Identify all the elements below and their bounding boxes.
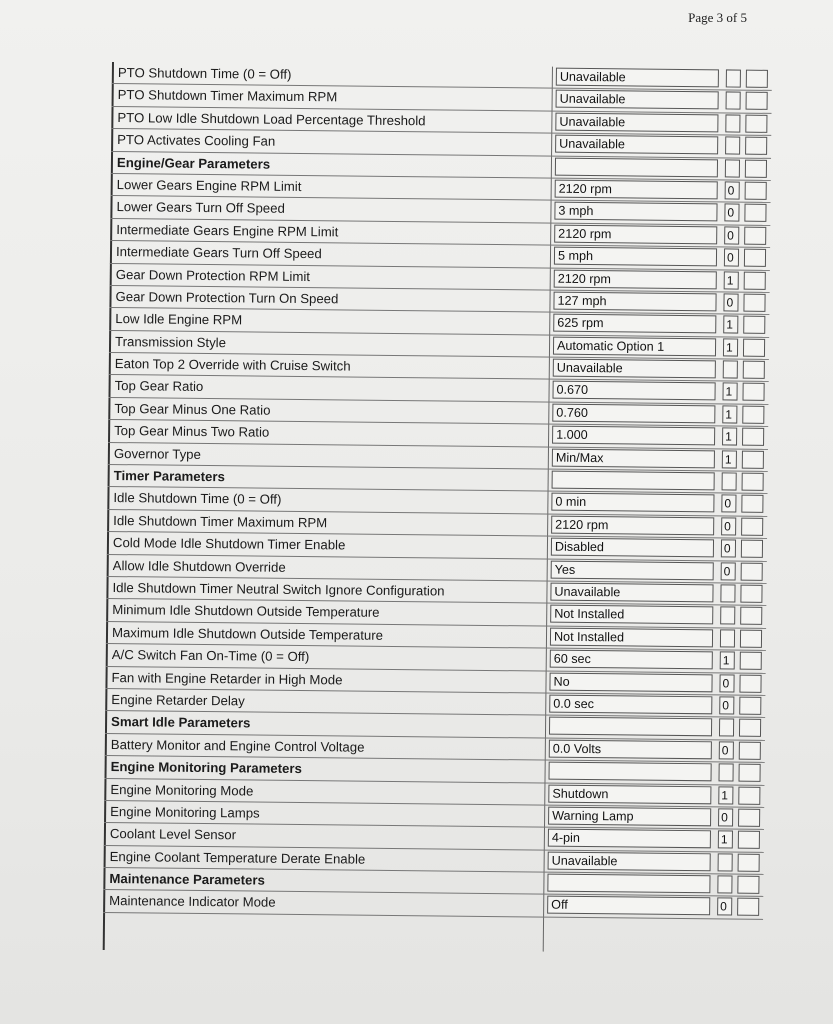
empty-cell (743, 338, 765, 356)
parameter-flag: 1 (718, 831, 733, 849)
parameter-name: Low Idle Engine RPM (115, 311, 243, 328)
parameter-flag: 0 (717, 898, 732, 916)
parameter-name: Engine Monitoring Mode (110, 781, 254, 799)
empty-cell (742, 405, 764, 423)
parameter-name: PTO Shutdown Time (0 = Off) (117, 65, 292, 82)
empty-cell (737, 898, 759, 916)
parameter-name: Top Gear Minus One Ratio (114, 400, 271, 418)
empty-cell (741, 562, 763, 580)
parameter-name: PTO Shutdown Timer Maximum RPM (117, 87, 338, 105)
empty-cell (739, 697, 761, 715)
parameter-value: 0.760 (552, 403, 715, 423)
parameter-value (549, 762, 712, 782)
parameter-name: Engine Coolant Temperature Derate Enable (109, 848, 366, 867)
parameter-name: Eaton Top 2 Override with Cruise Switch (114, 356, 351, 374)
parameter-value: 625 rpm (553, 314, 716, 334)
parameter-flag (726, 69, 741, 87)
parameter-name: Idle Shutdown Timer Neutral Switch Ignore Configuration (112, 580, 445, 599)
parameter-name: Transmission Style (114, 333, 227, 350)
empty-cell (745, 182, 767, 200)
parameter-value: Yes (551, 560, 714, 580)
parameter-name: Engine Monitoring Lamps (110, 803, 260, 821)
empty-cell (742, 450, 764, 468)
section-title: Engine/Gear Parameters (116, 154, 271, 172)
parameter-value: 0.670 (552, 381, 715, 401)
parameter-name: Minimum Idle Shutdown Outside Temperature (112, 602, 380, 621)
parameter-value (555, 157, 718, 177)
parameter-flag: 1 (723, 316, 738, 334)
parameter-value: Unavailable (555, 135, 718, 155)
parameter-value: 2120 rpm (554, 269, 717, 289)
parameter-name: Idle Shutdown Timer Maximum RPM (113, 512, 328, 531)
empty-cell (740, 652, 762, 670)
parameter-flag (723, 360, 738, 378)
parameter-value: Off (547, 896, 710, 916)
parameter-value: Not Installed (550, 605, 713, 625)
parameter-value (552, 471, 715, 491)
parameter-flag: 0 (721, 517, 736, 535)
parameter-flag: 0 (723, 293, 738, 311)
parameter-flag (725, 114, 740, 132)
empty-cell (743, 294, 765, 312)
empty-cell (744, 249, 766, 267)
parameter-flag: 0 (725, 181, 740, 199)
empty-cell (746, 70, 768, 88)
parameter-flag: 0 (719, 674, 734, 692)
parameter-value: Disabled (551, 538, 714, 558)
empty-cell (743, 361, 765, 379)
parameter-flag (722, 472, 737, 490)
parameter-name: Governor Type (113, 445, 201, 462)
parameter-value: 2120 rpm (551, 515, 714, 535)
empty-cell (740, 585, 762, 603)
parameter-flag: 1 (722, 428, 737, 446)
parameter-flag: 1 (724, 271, 739, 289)
parameter-name: Lower Gears Engine RPM Limit (116, 177, 302, 194)
parameter-value: Automatic Option 1 (553, 336, 716, 356)
parameter-name: Allow Idle Shutdown Override (112, 557, 286, 575)
parameter-flag: 0 (724, 249, 739, 267)
parameter-value: Unavailable (553, 359, 716, 379)
page-number: Page 3 of 5 (688, 10, 747, 25)
section-title: Timer Parameters (113, 468, 225, 485)
parameter-name: Lower Gears Turn Off Speed (116, 199, 285, 217)
parameter-name: Idle Shutdown Time (0 = Off) (113, 490, 282, 508)
empty-cell (737, 876, 759, 894)
parameter-value: Min/Max (552, 448, 715, 468)
parameter-flag (726, 92, 741, 110)
parameter-value: 60 sec (550, 650, 713, 670)
parameter-name: Maintenance Indicator Mode (109, 893, 276, 911)
parameter-value: 5 mph (554, 247, 717, 267)
empty-cell (739, 741, 761, 759)
parameter-value (547, 874, 710, 894)
empty-cell (742, 473, 764, 491)
parameter-flag: 1 (722, 405, 737, 423)
parameter-name: Fan with Engine Retarder in High Mode (111, 669, 343, 687)
section-title: Smart Idle Parameters (111, 714, 251, 731)
parameter-flag: 1 (723, 338, 738, 356)
parameter-flag: 0 (721, 495, 736, 513)
empty-cell (744, 226, 766, 244)
parameter-flag: 0 (718, 808, 733, 826)
parameter-name: Coolant Level Sensor (109, 826, 237, 843)
section-title: Engine Monitoring Parameters (110, 759, 302, 777)
parameter-value: 0 min (551, 493, 714, 513)
parameter-value (549, 717, 712, 737)
parameter-flag: 1 (720, 652, 735, 670)
empty-cell (739, 674, 761, 692)
parameter-value: 4-pin (548, 829, 711, 849)
empty-cell (739, 719, 761, 737)
parameter-name: Top Gear Minus Two Ratio (114, 423, 270, 440)
empty-cell (740, 607, 762, 625)
parameter-name: Engine Retarder Delay (111, 691, 245, 709)
empty-cell (738, 808, 760, 826)
parameter-flag (720, 629, 735, 647)
parameter-name: Maximum Idle Shutdown Outside Temperature (111, 624, 384, 643)
empty-cell (744, 271, 766, 289)
parameter-value: 3 mph (554, 202, 717, 222)
empty-cell (745, 114, 767, 132)
empty-cell (741, 540, 763, 558)
empty-cell (745, 159, 767, 177)
parameter-name: PTO Activates Cooling Fan (117, 132, 276, 149)
parameter-value: Unavailable (556, 68, 719, 88)
parameter-flag (725, 159, 740, 177)
parameter-name: Battery Monitor and Engine Control Voltage (110, 736, 365, 755)
parameter-flag (718, 853, 733, 871)
parameter-name: Intermediate Gears Turn Off Speed (115, 244, 322, 262)
parameter-name: Cold Mode Idle Shutdown Timer Enable (112, 535, 346, 553)
empty-cell (746, 92, 768, 110)
parameter-name: Top Gear Ratio (114, 378, 204, 395)
parameter-value: Unavailable (555, 112, 718, 132)
empty-cell (744, 204, 766, 222)
parameter-flag: 1 (718, 786, 733, 804)
parameter-flag (719, 719, 734, 737)
parameter-flag (717, 875, 732, 893)
parameter-flag (720, 607, 735, 625)
parameter-flag: 0 (721, 540, 736, 558)
parameter-flag: 0 (719, 741, 734, 759)
parameter-flag: 1 (722, 383, 737, 401)
parameter-name: PTO Low Idle Shutdown Load Percentage Threshold (117, 109, 426, 129)
parameter-value: Not Installed (550, 627, 713, 647)
parameter-value: 0.0 sec (549, 695, 712, 715)
parameter-flag: 0 (719, 696, 734, 714)
parameter-value: 127 mph (553, 292, 716, 312)
parameter-flag (720, 584, 735, 602)
parameter-value: 2120 rpm (555, 180, 718, 200)
parameter-value: No (549, 672, 712, 692)
empty-cell (738, 786, 760, 804)
parameter-value: Unavailable (550, 583, 713, 603)
parameter-value: Unavailable (548, 851, 711, 871)
section-title: Maintenance Parameters (109, 871, 265, 888)
parameter-table (103, 62, 772, 920)
empty-cell (741, 495, 763, 513)
parameter-flag: 0 (721, 562, 736, 580)
empty-cell (741, 517, 763, 535)
parameter-value: 2120 rpm (554, 224, 717, 244)
parameter-value: 0.0 Volts (549, 739, 712, 759)
parameter-name: Gear Down Protection Turn On Speed (115, 288, 339, 307)
empty-cell (738, 831, 760, 849)
parameter-name: A/C Switch Fan On-Time (0 = Off) (111, 647, 310, 665)
parameter-flag: 0 (724, 204, 739, 222)
parameter-flag: 0 (724, 226, 739, 244)
empty-cell (745, 137, 767, 155)
empty-cell (742, 383, 764, 401)
parameter-name: Gear Down Protection RPM Limit (115, 266, 311, 284)
parameter-name: Intermediate Gears Engine RPM Limit (116, 221, 339, 240)
empty-cell (742, 428, 764, 446)
parameter-value: Shutdown (548, 784, 711, 804)
empty-cell (738, 764, 760, 782)
empty-cell (743, 316, 765, 334)
parameter-flag: 1 (722, 450, 737, 468)
empty-cell (740, 629, 762, 647)
parameter-value: Unavailable (556, 90, 719, 110)
empty-cell (738, 853, 760, 871)
parameter-value: 1.000 (552, 426, 715, 446)
parameter-value: Warning Lamp (548, 806, 711, 826)
parameter-flag (725, 137, 740, 155)
parameter-flag (718, 764, 733, 782)
